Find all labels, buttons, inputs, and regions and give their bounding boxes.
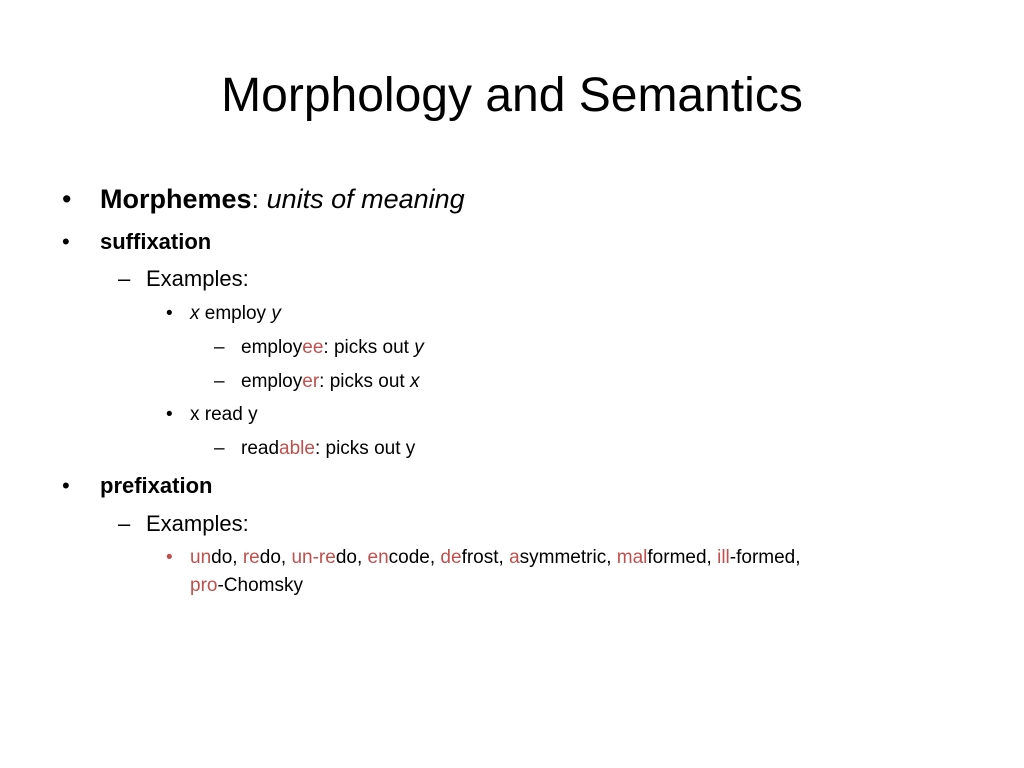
employer-var: x: [409, 371, 420, 392]
prefixation-heading: [100, 473, 212, 499]
bullet-icon: •: [62, 229, 70, 254]
employee-rest: : picks out: [323, 337, 415, 358]
employee-line: [241, 337, 424, 359]
employer-suffix: er: [302, 371, 320, 392]
stem-part: -formed: [729, 547, 796, 568]
prefix-part: un: [190, 547, 212, 568]
employer-rest: : picks out: [319, 371, 410, 392]
dash-icon: –: [118, 266, 131, 291]
prefix-words-line-2: [190, 575, 303, 597]
employee-var: y: [414, 337, 424, 358]
stem-part: do: [211, 547, 233, 568]
stem-part: do: [335, 547, 357, 568]
prefix-part: a: [509, 547, 520, 568]
word-separator: ,: [606, 547, 617, 568]
readable-suffix: able: [279, 438, 315, 459]
bullet-icon: •: [166, 547, 173, 568]
prefix-part: de: [440, 547, 462, 568]
employee-stem: employ: [241, 337, 303, 358]
employer-stem: employ: [241, 371, 303, 392]
stem-part: code: [388, 547, 430, 568]
stem-part: symmetric: [519, 547, 607, 568]
morphemes-definition: units of meaning: [266, 184, 465, 214]
morphemes-term: Morphemes: [100, 184, 252, 214]
readable-rest: : picks out y: [314, 438, 416, 459]
word-separator: ,: [706, 547, 718, 568]
suffixation-label: suffixation: [100, 229, 212, 254]
slide-title: Morphology and Semantics: [221, 69, 803, 122]
bullet-icon: •: [62, 184, 72, 214]
word-separator: ,: [356, 547, 368, 568]
prefix-part: en: [367, 547, 389, 568]
employ-verb: employ: [199, 303, 272, 324]
employee-suffix: ee: [302, 337, 324, 358]
prefix-part: pro: [190, 575, 218, 596]
word-separator: ,: [232, 547, 243, 568]
dash-icon: –: [214, 371, 225, 392]
prefix-part: un-re: [291, 547, 336, 568]
read-line: x read y: [190, 404, 258, 425]
employ-x: x: [190, 303, 200, 324]
prefix-part: re: [242, 547, 260, 568]
bullet-icon: •: [62, 473, 70, 498]
bullet-icon: •: [166, 303, 173, 324]
prefix-words-line-1: [190, 547, 801, 569]
prefix-part: ill: [717, 547, 730, 568]
prefix-part: mal: [616, 547, 648, 568]
morphemes-line: [100, 184, 465, 215]
word-separator: ,: [429, 547, 441, 568]
bullet-icon: •: [166, 404, 173, 425]
suffixation-examples-label: Examples:: [146, 266, 249, 291]
morphemes-colon: :: [251, 184, 267, 214]
dash-icon: –: [214, 337, 225, 358]
prefixation-examples-label: Examples:: [146, 511, 249, 536]
word-separator: ,: [280, 547, 292, 568]
employ-y: y: [271, 303, 281, 324]
employer-line: [241, 371, 419, 393]
readable-line: [241, 438, 415, 460]
stem-part: formed: [647, 547, 707, 568]
word-separator: ,: [498, 547, 510, 568]
dash-icon: –: [118, 511, 131, 536]
stem-part: -Chomsky: [217, 575, 303, 596]
word-separator: ,: [795, 547, 801, 568]
stem-part: do: [259, 547, 281, 568]
prefixation-label: prefixation: [100, 473, 213, 498]
suffixation-heading: [100, 229, 211, 255]
readable-stem: read: [241, 438, 280, 459]
dash-icon: –: [214, 438, 225, 459]
employ-line: [190, 303, 281, 325]
stem-part: frost: [461, 547, 499, 568]
